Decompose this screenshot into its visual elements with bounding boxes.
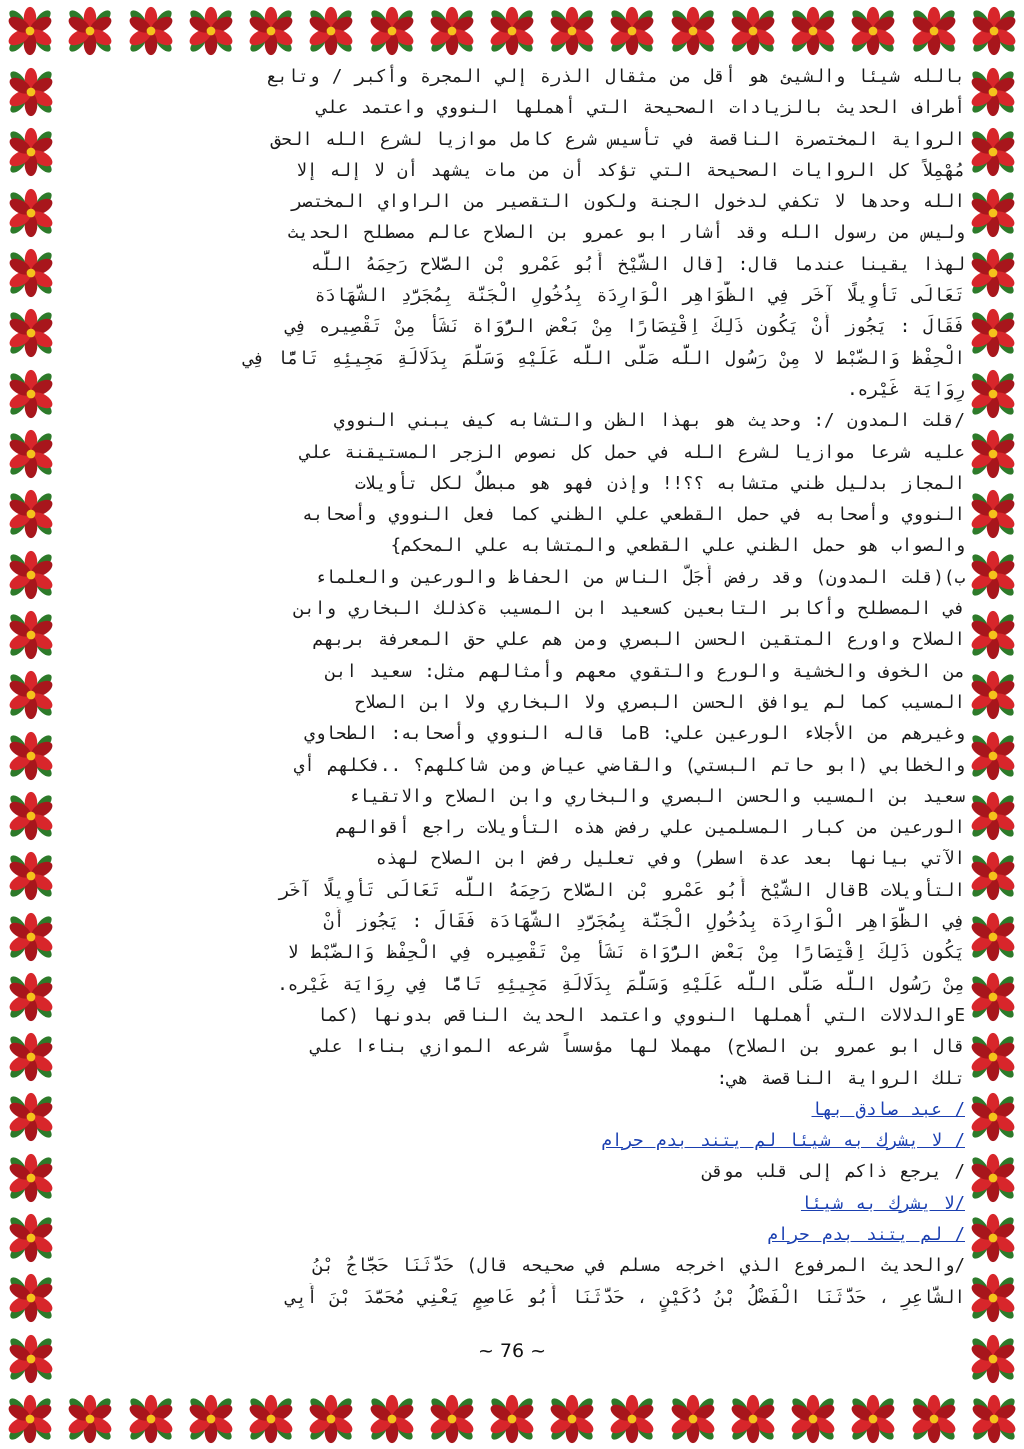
- poinsettia-flower-icon: [482, 1389, 542, 1449]
- poinsettia-flower-icon: [301, 1389, 361, 1449]
- poinsettia-flower-icon: [962, 364, 1024, 424]
- poinsettia-flower-icon: [0, 1027, 62, 1087]
- poinsettia-flower-icon: [0, 1208, 62, 1268]
- poinsettia-flower-icon: [0, 605, 62, 665]
- border-top: [0, 0, 1024, 62]
- border-bottom: [0, 1389, 1024, 1449]
- poinsettia-flower-icon: [962, 303, 1024, 363]
- link-line[interactable]: /لا يشرك به شيئا: [800, 1193, 965, 1214]
- poinsettia-flower-icon: [962, 605, 1024, 665]
- text-line: لهذا يقينا عندما قال: [قال الشَّيْخ أَبُو عَمْرو بْن الصَّلاح رَحِمَهُ اللَّه: [310, 254, 965, 275]
- poinsettia-flower-icon: [962, 906, 1024, 966]
- text-line: بالله شيئا والشيئ هو أقل من مثقال الذرة إلي المجرة وأكبر / وتابع: [266, 67, 965, 87]
- poinsettia-flower-icon: [962, 545, 1024, 605]
- poinsettia-flower-icon: [0, 243, 62, 303]
- poinsettia-flower-icon: [962, 786, 1024, 846]
- poinsettia-flower-icon: [0, 1148, 62, 1208]
- text-line: سعيد بن المسيب والحسن البصري والبخاري وابن الصلاح والاتقياء: [348, 786, 965, 807]
- poinsettia-flower-icon: [962, 1027, 1024, 1087]
- text-line: ب)(قلت المدون) وقد رفض أَجَلّ الناس من الحفاظ والورعين والعلماء: [314, 567, 965, 588]
- text-line: Eوالدلالات التي أهملها النووي واعتمد الحديث الناقص بدونها (كما: [316, 1005, 965, 1026]
- text-line: عليه شرعا موازيا لشرع الله في حمل كل نصوص الزجر المستيقنة علي: [300, 442, 965, 463]
- page-number: ~ 76 ~: [477, 1340, 547, 1362]
- poinsettia-flower-icon: [60, 0, 120, 62]
- poinsettia-flower-icon: [0, 122, 62, 182]
- poinsettia-flower-icon: [181, 1389, 241, 1449]
- poinsettia-flower-icon: [962, 967, 1024, 1027]
- poinsettia-flower-icon: [0, 906, 62, 966]
- text-line: المسيب كما لم يوافق الحسن البصري ولا البخاري ولا ابن الصلاح: [354, 692, 965, 713]
- link-line[interactable]: / لم يتند بدم حرام: [767, 1224, 965, 1245]
- poinsettia-flower-icon: [962, 183, 1024, 243]
- poinsettia-flower-icon: [422, 1389, 482, 1449]
- poinsettia-flower-icon: [0, 62, 62, 122]
- text-line: الْحِفْظ وَالضَّبْط لا مِنْ رَسُول اللَّه صَلَّى اللَّه عَلَيْهِ وَسَلَّمَ بِدَلَالَةِ مَجِيئِهِ تَامًّا فِي: [243, 348, 965, 369]
- poinsettia-flower-icon: [964, 0, 1024, 62]
- poinsettia-flower-icon: [181, 0, 241, 62]
- poinsettia-flower-icon: [962, 1087, 1024, 1147]
- text-line: الرواية المختصرة الناقصة في تأسيس شرع كامل موازيا لشرع الله الحق: [270, 129, 965, 150]
- text-line: يَكُون ذَلِكَ اِقْتِصَارًا مِنْ بَعْض الرُّوَاة نَشَأَ مِنْ تَقْصِيره فِي الْحِفْظ وَالضَّبْط لا: [287, 943, 965, 964]
- poinsettia-flower-icon: [602, 0, 662, 62]
- link-line[interactable]: / لا يشرك به شيئا لم يتند بدم حرام: [601, 1131, 965, 1152]
- poinsettia-flower-icon: [843, 0, 903, 62]
- poinsettia-flower-icon: [301, 0, 361, 62]
- link-line[interactable]: / عبد صادق بها: [811, 1099, 965, 1120]
- text-line: أطراف الحديث بالزيادات الصحيحة التي أهملها النووي واعتمد علي: [316, 98, 965, 119]
- poinsettia-flower-icon: [0, 545, 62, 605]
- poinsettia-flower-icon: [783, 1389, 843, 1449]
- text-line: فَقَالَ : يَجُوز أَنْ يَكُون ذَلِكَ اِقْتِصَارًا مِنْ بَعْض الرُّوَاة نَشَأَ مِنْ تَقْصِيره فِي: [285, 317, 965, 338]
- poinsettia-flower-icon: [0, 1268, 62, 1328]
- text-line: / يرجع ذاكم إلى قلب موقن: [702, 1162, 965, 1183]
- poinsettia-flower-icon: [542, 0, 602, 62]
- poinsettia-flower-icon: [0, 846, 62, 906]
- poinsettia-flower-icon: [962, 122, 1024, 182]
- poinsettia-flower-icon: [0, 364, 62, 424]
- poinsettia-flower-icon: [241, 0, 301, 62]
- poinsettia-flower-icon: [0, 0, 60, 62]
- poinsettia-flower-icon: [120, 0, 180, 62]
- text-line: رِوَايَة غَيْره.: [847, 379, 965, 400]
- poinsettia-flower-icon: [0, 1389, 60, 1449]
- poinsettia-flower-icon: [361, 1389, 421, 1449]
- text-line: الشَّاعِرِ ، حَدَّثَنَا الْفَضْلُ بْنُ دُكَيْنٍ ، حَدَّثَنَا أَبُو عَاصِمٍ يَعْنِي مُحَمَّدَ بْنَ أَبِي: [285, 1287, 965, 1308]
- poinsettia-flower-icon: [962, 1148, 1024, 1208]
- text-line: من الخوف والخشية والورع والتقوي معهم وأمثالهم مثل: سعيد ابن: [325, 661, 965, 682]
- poinsettia-flower-icon: [0, 725, 62, 785]
- text-line: المجاز بدليل ظني متشابه ؟؟!! وإذن فهو هو مبطلٌ لكل تأويلات: [354, 473, 965, 494]
- text-line: الورعين من كبار المسلمين علي رفض هذه التأويلات راجع أقوالهم: [335, 818, 965, 839]
- poinsettia-flower-icon: [0, 303, 62, 363]
- text-line: /قلت المدون /: وحديث هو بهذا الظن والتشابه كيف يبني النووي: [333, 411, 965, 432]
- document-text: [75, 62, 965, 1314]
- poinsettia-flower-icon: [962, 62, 1024, 122]
- text-line: وغيرهم من الأجلاء الورعين علي: Bما قاله النووي وأصحابه: الطحاوي: [304, 724, 965, 745]
- poinsettia-flower-icon: [964, 1389, 1024, 1449]
- text-line: مُهْمِلاً كل الروايات الصحيحة التي تؤكد أن من مات يشهد أن لا إله إلا: [296, 160, 965, 181]
- poinsettia-flower-icon: [962, 725, 1024, 785]
- poinsettia-flower-icon: [962, 665, 1024, 725]
- poinsettia-flower-icon: [962, 1208, 1024, 1268]
- text-line: الله وحدها لا تكفي لدخول الجنة ولكون التقصير من الراواي المختصر: [291, 192, 965, 213]
- poinsettia-flower-icon: [120, 1389, 180, 1449]
- text-line: الصلاح واورع المتقين الحسن البصري ومن هم علي حق المعرفة بربهم: [312, 630, 965, 651]
- text-line: التأويلات Bقال الشَّيْخ أَبُو عَمْرو بْن الصَّلاح رَحِمَهُ اللَّه تَعَالَى تَأْوِيلًا آخَر: [279, 880, 965, 901]
- poinsettia-flower-icon: [0, 484, 62, 544]
- text-line: تَعَالَى تَأْوِيلًا آخَر فِي الظَّوَاهِر الْوَارِدَة بِدُخُولِ الْجَنَّة بِمُجَرَّدِ الشَّهَادَة: [314, 286, 965, 307]
- text-line: الآتي بيانها بعد عدة اسطر) وفي تعليل رفض ابن الصلاح لهذه: [376, 849, 965, 870]
- border-left: [0, 62, 62, 1389]
- text-line: وليس من رسول الله وقد أشار ابو عمرو بن الصلاح عالم مصطلح الحديث: [287, 223, 965, 244]
- text-line: في المصطلح وأكابر التابعين كسعيد ابن المسيب ةكذلك البخاري وابن: [293, 599, 965, 620]
- poinsettia-flower-icon: [962, 243, 1024, 303]
- text-line: تلك الرواية الناقصة هي:: [716, 1068, 965, 1089]
- poinsettia-flower-icon: [663, 0, 723, 62]
- poinsettia-flower-icon: [663, 1389, 723, 1449]
- poinsettia-flower-icon: [962, 1268, 1024, 1328]
- poinsettia-flower-icon: [60, 1389, 120, 1449]
- text-line: /والحديث المرفوع الذي اخرجه مسلم في صحيحه قال) حَدَّثَنَا حَجَّاجُ بْنُ: [312, 1256, 965, 1277]
- poinsettia-flower-icon: [904, 1389, 964, 1449]
- poinsettia-flower-icon: [0, 786, 62, 846]
- poinsettia-flower-icon: [0, 967, 62, 1027]
- poinsettia-flower-icon: [0, 665, 62, 725]
- poinsettia-flower-icon: [0, 183, 62, 243]
- poinsettia-flower-icon: [843, 1389, 903, 1449]
- text-line: والخطابي (ابو حاتم البستي) والقاضي عياض ومن شاكلهم؟ ..فكلهم أي: [293, 755, 965, 776]
- poinsettia-flower-icon: [723, 1389, 783, 1449]
- poinsettia-flower-icon: [962, 484, 1024, 544]
- poinsettia-flower-icon: [0, 424, 62, 484]
- text-line: والصواب هو حمل الظني علي القطعي والمتشابه علي المحكم}: [390, 536, 965, 557]
- poinsettia-flower-icon: [723, 0, 783, 62]
- poinsettia-flower-icon: [602, 1389, 662, 1449]
- poinsettia-flower-icon: [241, 1389, 301, 1449]
- text-line: قال ابو عمرو بن الصلاح) مهملا لها مؤسساً شرعه الموازي بناءا علي: [310, 1037, 965, 1058]
- text-line: فِي الظَّوَاهِر الْوَارِدَة بِدُخُولِ الْجَنَّة بِمُجَرَّدِ الشَّهَادَة فَقَالَ : يَجُوز أَنْ: [323, 912, 965, 933]
- text-line: النووي وأصحابه في حمل القطعي علي الظني كما فعل النووي وأصحابه: [302, 505, 965, 526]
- poinsettia-flower-icon: [0, 1087, 62, 1147]
- page-body: [75, 62, 965, 1387]
- poinsettia-flower-icon: [962, 424, 1024, 484]
- poinsettia-flower-icon: [783, 0, 843, 62]
- poinsettia-flower-icon: [482, 0, 542, 62]
- poinsettia-flower-icon: [361, 0, 421, 62]
- border-right: [962, 62, 1024, 1389]
- poinsettia-flower-icon: [962, 846, 1024, 906]
- poinsettia-flower-icon: [422, 0, 482, 62]
- poinsettia-flower-icon: [542, 1389, 602, 1449]
- poinsettia-flower-icon: [904, 0, 964, 62]
- text-line: مِنْ رَسُول اللَّه صَلَّى اللَّه عَلَيْهِ وَسَلَّمَ بِدَلَالَةِ مَجِيئِهِ تَامًّا فِي رِوَايَة غَيْره.: [277, 974, 965, 995]
